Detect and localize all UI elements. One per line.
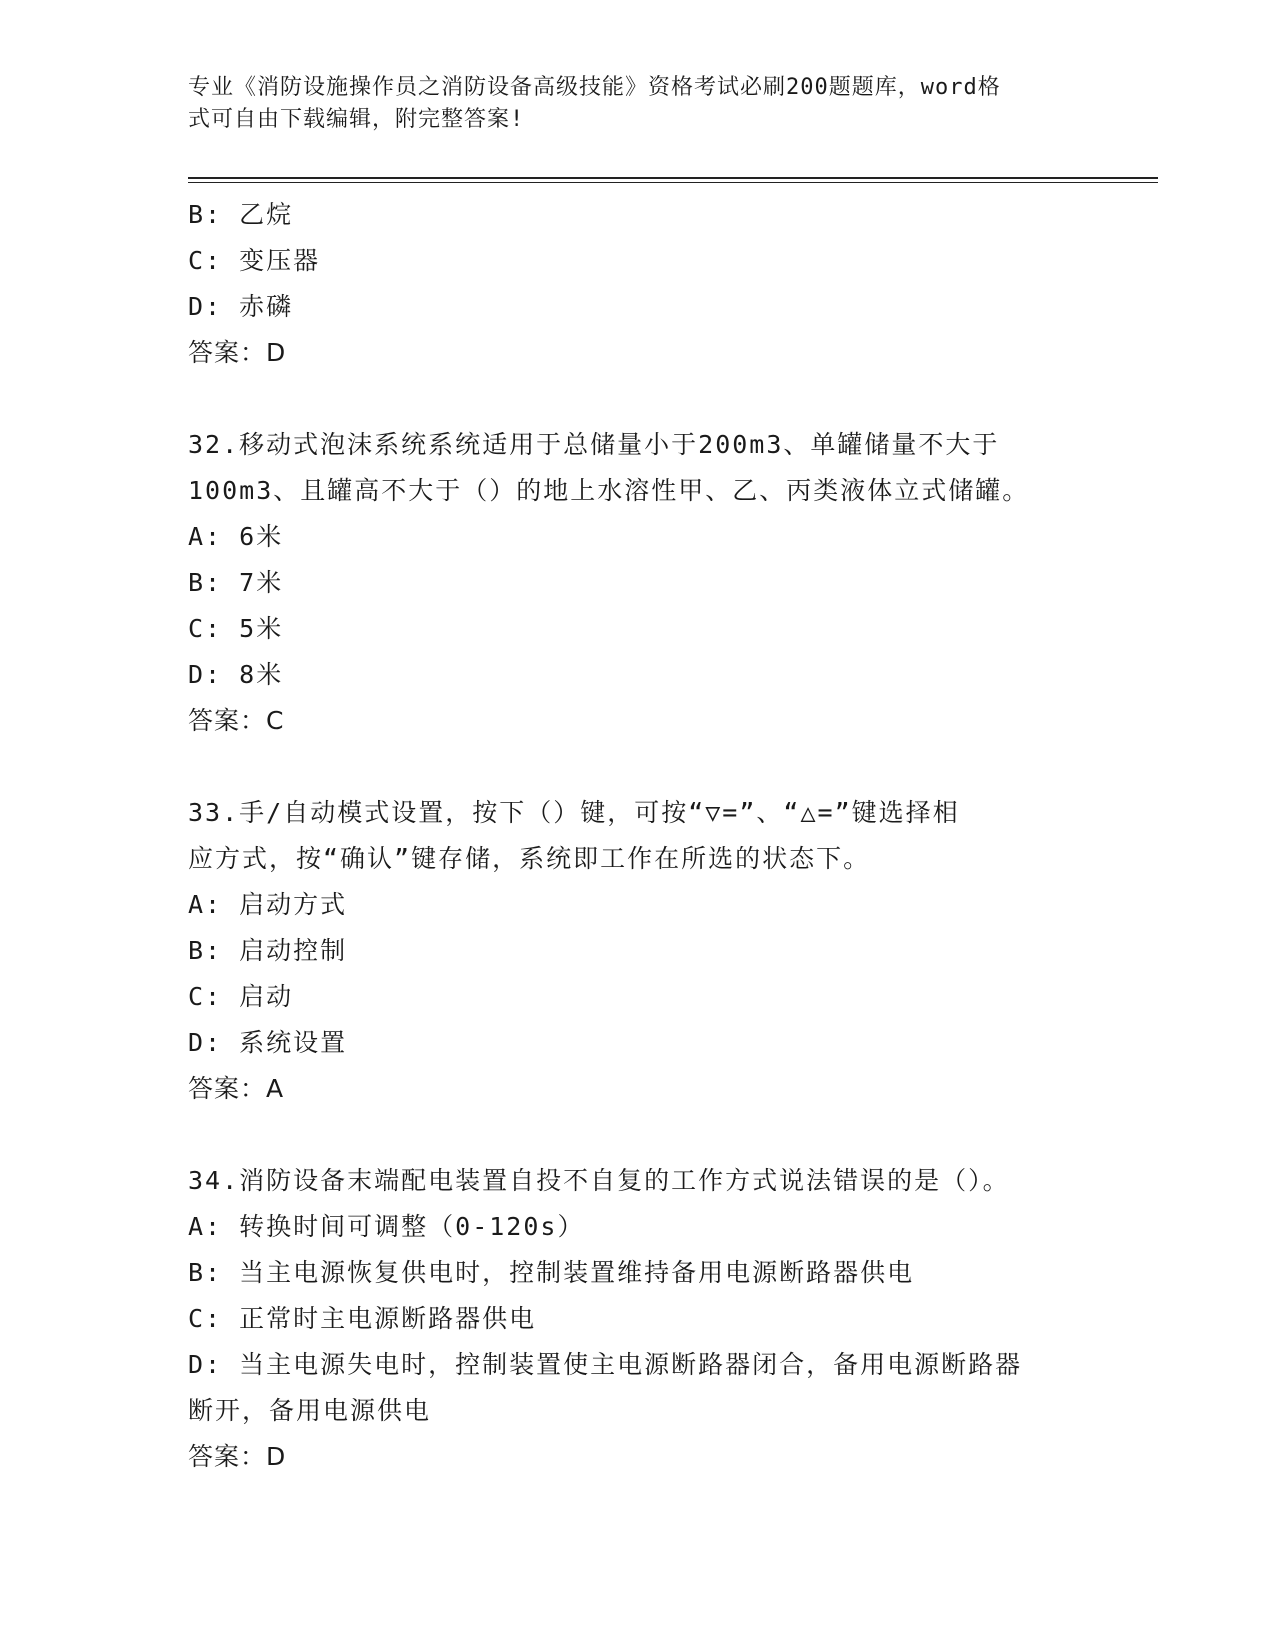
question-31-tail <box>188 192 1088 376</box>
answer: 答案：C <box>188 706 285 735</box>
question-33 <box>188 790 1088 1112</box>
option-d-line-2: 断开，备用电源供电 <box>188 1396 432 1425</box>
option-d-line-1: D: 当主电源失电时，控制装置使主电源断路器闭合，备用电源断路器 <box>188 1350 1023 1379</box>
header-line-2: 式可自由下载编辑，附完整答案! <box>188 107 525 132</box>
option-c: C: 正常时主电源断路器供电 <box>188 1304 537 1333</box>
question-text-line-1: 33.手/自动模式设置，按下（）键，可按“▽=”、“△=”键选择相 <box>188 798 960 827</box>
option-c: C: 变压器 <box>188 246 321 275</box>
question-content <box>188 192 1088 1480</box>
option-c: C: 5米 <box>188 614 284 643</box>
question-text-line-1: 32.移动式泡沫系统系统适用于总储量小于200m3、单罐储量不大于 <box>188 430 1000 459</box>
option-a: A: 启动方式 <box>188 890 348 919</box>
header-divider-thick <box>188 177 1158 179</box>
option-b: B: 7米 <box>188 568 284 597</box>
header-divider-thin <box>188 182 1158 183</box>
option-d: D: 8米 <box>188 660 284 689</box>
header-line-1: 专业《消防设施操作员之消防设备高级技能》资格考试必刷200题题库，word格 <box>188 75 1001 100</box>
option-a: A: 转换时间可调整（0-120s） <box>188 1212 585 1241</box>
question-34 <box>188 1158 1088 1480</box>
option-b: B: 当主电源恢复供电时，控制装置维持备用电源断路器供电 <box>188 1258 915 1287</box>
spacer <box>188 376 1088 422</box>
question-32 <box>188 422 1088 744</box>
spacer <box>188 1112 1088 1158</box>
question-text-line-1: 34.消防设备末端配电装置自投不自复的工作方式说法错误的是（）。 <box>188 1166 1010 1195</box>
option-d: D: 赤磷 <box>188 292 294 321</box>
answer: 答案：D <box>188 1442 287 1471</box>
option-b: B: 乙烷 <box>188 200 294 229</box>
answer: 答案：A <box>188 1074 285 1103</box>
answer: 答案：D <box>188 338 287 367</box>
spacer <box>188 744 1088 790</box>
option-d: D: 系统设置 <box>188 1028 348 1057</box>
question-text-line-2: 应方式，按“确认”键存储，系统即工作在所选的状态下。 <box>188 844 871 873</box>
option-c: C: 启动 <box>188 982 294 1011</box>
question-text-line-2: 100m3、且罐高不大于（）的地上水溶性甲、乙、丙类液体立式储罐。 <box>188 476 1030 505</box>
option-a: A: 6米 <box>188 522 284 551</box>
document-header <box>188 72 1088 136</box>
option-b: B: 启动控制 <box>188 936 348 965</box>
